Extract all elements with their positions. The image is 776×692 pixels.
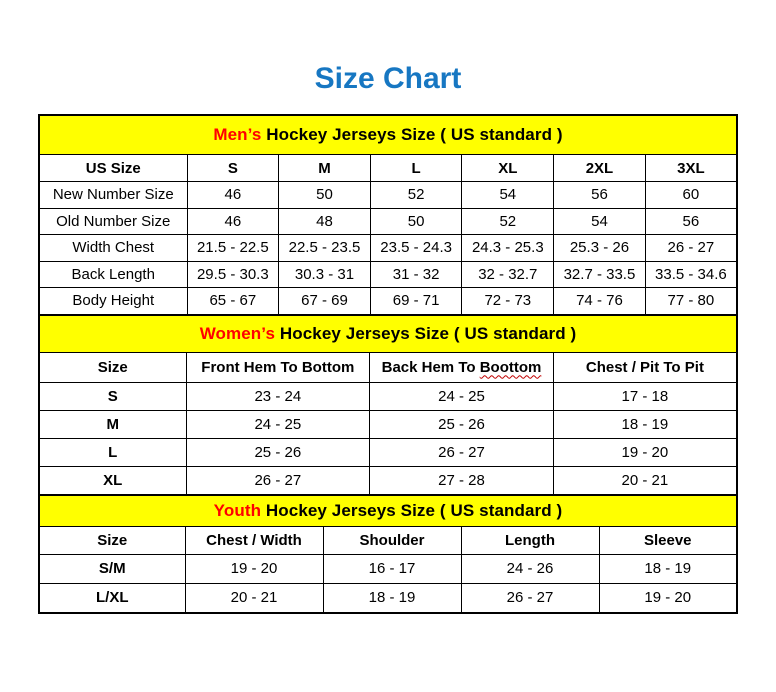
- size-value: 24 - 25: [186, 410, 370, 438]
- size-value: 25.3 - 26: [554, 235, 646, 262]
- column-header: Sleeve: [599, 526, 737, 554]
- size-value: 21.5 - 22.5: [187, 235, 279, 262]
- banner-row: [39, 315, 737, 353]
- banner-highlight: Women’s: [199, 323, 276, 343]
- size-value: 18 - 19: [323, 583, 461, 613]
- row-label: M: [39, 410, 186, 438]
- size-value: 22.5 - 23.5: [279, 235, 371, 262]
- size-value: 30.3 - 31: [279, 261, 371, 288]
- column-header: L: [370, 155, 462, 182]
- banner-text: Hockey Jerseys Size ( US standard ): [261, 125, 563, 144]
- size-value: 46: [187, 182, 279, 209]
- size-value: 20 - 21: [185, 583, 323, 613]
- size-value: 25 - 26: [370, 410, 554, 438]
- size-value: 52: [370, 182, 462, 209]
- column-header: Shoulder: [323, 526, 461, 554]
- mens-table-banner: [39, 115, 737, 155]
- banner-highlight: Men’s: [213, 125, 262, 144]
- row-label: Old Number Size: [39, 208, 187, 235]
- column-header: Length: [461, 526, 599, 554]
- size-value: 19 - 20: [599, 583, 737, 613]
- youth-table-banner: [39, 495, 737, 527]
- header-row: [39, 352, 737, 382]
- table-row: [39, 182, 737, 209]
- table-row: [39, 235, 737, 262]
- size-value: 31 - 32: [370, 261, 462, 288]
- table-row: [39, 554, 737, 583]
- size-value: 26 - 27: [186, 466, 370, 495]
- table-row: [39, 410, 737, 438]
- table-row: [39, 583, 737, 613]
- mens-size-table: [38, 114, 738, 316]
- size-value: 16 - 17: [323, 554, 461, 583]
- size-value: 56: [554, 182, 646, 209]
- misspelled-word: Boottom: [479, 358, 542, 376]
- size-value: 50: [279, 182, 371, 209]
- size-value: 46: [187, 208, 279, 235]
- size-value: 74 - 76: [554, 288, 646, 315]
- size-value: 50: [370, 208, 462, 235]
- size-value: 54: [554, 208, 646, 235]
- row-label: L/XL: [39, 583, 185, 613]
- size-value: 24.3 - 25.3: [462, 235, 554, 262]
- size-value: 24 - 26: [461, 554, 599, 583]
- page-title: Size Chart: [314, 62, 462, 95]
- column-header: S: [187, 155, 279, 182]
- size-value: 19 - 20: [553, 438, 737, 466]
- size-value: 23.5 - 24.3: [370, 235, 462, 262]
- size-value: 18 - 19: [599, 554, 737, 583]
- row-label: S: [39, 382, 186, 410]
- womens-table-banner: [39, 315, 737, 353]
- size-chart-tables: [38, 114, 738, 614]
- size-value: 23 - 24: [186, 382, 370, 410]
- size-value: 60: [645, 182, 737, 209]
- banner-row: [39, 115, 737, 155]
- column-header: US Size: [39, 155, 187, 182]
- size-value: 65 - 67: [187, 288, 279, 315]
- column-header: Size: [39, 352, 186, 382]
- size-value: 27 - 28: [370, 466, 554, 495]
- size-value: 77 - 80: [645, 288, 737, 315]
- row-label: Body Height: [39, 288, 187, 315]
- column-header: 3XL: [645, 155, 737, 182]
- column-header: M: [279, 155, 371, 182]
- column-header: Front Hem To Bottom: [186, 352, 370, 382]
- column-header: Back Hem To Boottom: [370, 352, 554, 382]
- size-value: 20 - 21: [553, 466, 737, 495]
- header-row: [39, 155, 737, 182]
- column-header: Size: [39, 526, 185, 554]
- size-value: 18 - 19: [553, 410, 737, 438]
- youth-size-table: [38, 494, 738, 614]
- row-label: Width Chest: [39, 235, 187, 262]
- table-row: [39, 438, 737, 466]
- column-header: Chest / Pit To Pit: [553, 352, 737, 382]
- banner-row: [39, 495, 737, 527]
- size-value: 25 - 26: [186, 438, 370, 466]
- column-header: XL: [462, 155, 554, 182]
- womens-size-table: [38, 314, 738, 496]
- size-value: 67 - 69: [279, 288, 371, 315]
- size-value: 52: [462, 208, 554, 235]
- size-value: 54: [462, 182, 554, 209]
- size-value: 48: [279, 208, 371, 235]
- size-value: 33.5 - 34.6: [645, 261, 737, 288]
- size-value: 29.5 - 30.3: [187, 261, 279, 288]
- size-value: 69 - 71: [370, 288, 462, 315]
- table-row: [39, 288, 737, 315]
- row-label: L: [39, 438, 186, 466]
- size-value: 72 - 73: [462, 288, 554, 315]
- banner-text: Hockey Jerseys Size ( US standard ): [275, 323, 577, 343]
- size-value: 24 - 25: [370, 382, 554, 410]
- size-value: 32.7 - 33.5: [554, 261, 646, 288]
- column-header: 2XL: [554, 155, 646, 182]
- size-value: 26 - 27: [370, 438, 554, 466]
- row-label: S/M: [39, 554, 185, 583]
- size-value: 19 - 20: [185, 554, 323, 583]
- table-row: [39, 466, 737, 495]
- size-value: 56: [645, 208, 737, 235]
- table-row: [39, 261, 737, 288]
- row-label: Back Length: [39, 261, 187, 288]
- column-header: Chest / Width: [185, 526, 323, 554]
- banner-highlight: Youth: [213, 500, 262, 520]
- size-value: 26 - 27: [645, 235, 737, 262]
- size-value: 32 - 32.7: [462, 261, 554, 288]
- size-value: 26 - 27: [461, 583, 599, 613]
- row-label: XL: [39, 466, 186, 495]
- header-row: [39, 526, 737, 554]
- size-value: 17 - 18: [553, 382, 737, 410]
- banner-text: Hockey Jerseys Size ( US standard ): [261, 500, 563, 520]
- row-label: New Number Size: [39, 182, 187, 209]
- table-row: [39, 208, 737, 235]
- table-row: [39, 382, 737, 410]
